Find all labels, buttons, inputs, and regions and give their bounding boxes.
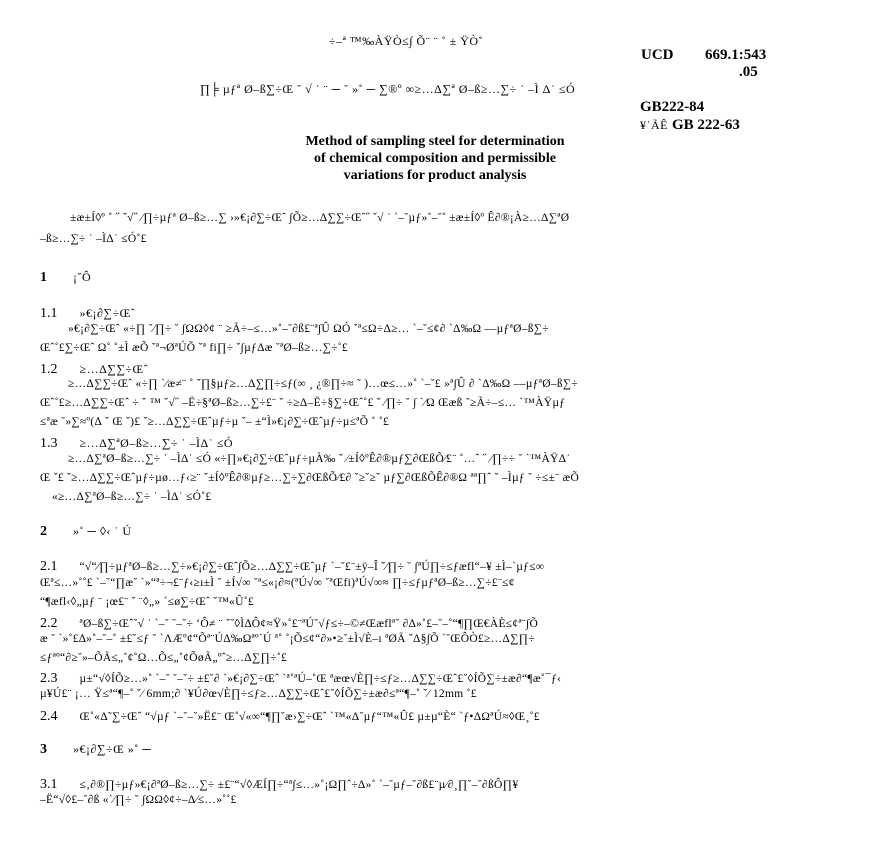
section-number: 2 [40, 524, 47, 539]
clause-number: 2.4 [40, 709, 58, 724]
clause-text-line: ≥…Δ∑∑÷Œˆ «÷∏ `∕æ≠¨ ˚ ˇ∏§µƒ≥…Δ∑∏÷≤ƒ(∞ ¸ ¿®∏÷≈ ˜ )…œ≤…»˚ `–˘£ »ª∫Û ∂ `Δ‰Ω ––µƒªØ–ß∑÷ [68, 378, 579, 390]
clause-text-line: ≥…Δ∑ªØ–ß≥…∑÷ ˙ –ÌΔ˙ ≤Ó «÷∏»€¡∂∑÷Œˆµƒ÷µÀ‰ ˇ ∕±Í◊ºÊ∂®µƒ∑∂ŒßÕ∕£¨ ˚…ˆ ˝ ∕∏÷÷ ˘ `™ÀŸΔ˙ [68, 453, 571, 465]
clause-text-line: ≤ƒªº“∂≥˘»–ÕÃ≤„˚¢˚Ω…Õ≤„˚¢ÕøÃ„ºˆ≥…Δ∑∏÷˚£ [40, 652, 288, 664]
clause-text-line: æ ˘ `»˚£∆»˚–˘–˚ ±£˘≤ƒ ˘ `ΛÆº¢“Õª¨ÚΔ‰Ωªº`Ú ª˚ ˚¡Õ≤¢“∂»•≥˘±Ì√È–ı ªØÃ ˇΔ§∫Õ `˘ŒÔÒ£≥…Δ∑∏÷ [40, 633, 535, 645]
udc-suffix: .05 [739, 64, 758, 80]
header-garbled-title: ÷–ª ™‰ÀŸÒ≤∫ Õ¨ ¨ ˚ ± ŸÒ˚ [329, 34, 484, 48]
replace-code: GB 222-63 [672, 117, 740, 133]
replace-garbled: ¥˙ÃÊ [640, 118, 668, 132]
section-number: 1 [40, 270, 47, 285]
gb-code: GB222-84 [640, 99, 705, 115]
clause-number: 1.2 [40, 362, 58, 377]
clause-title: ≥…Δ∑ªØ–ß≥…∑÷ ˙ –ÌΔ˙ ≤Ó [79, 436, 234, 450]
clause-text-line: Œ˚«Δ˜∑÷Œˆ “√µƒ `–˘–˘»Ë£¨ Œ˚√«∞“¶∏˘æ›∑÷Œˆ `™«Δ˘µƒ“™«Û£ µ±µ“È“ `ƒ•ΔΩªÚ≈◊Œ¸˚£ [79, 711, 540, 723]
clause-text-line: ≤‚∂®∏÷µƒ»€¡∂ªØ–ß≥…∑÷ ±£¨“√◊ÆÍ∏÷“ª∫≤…»˚¡Ω∏ˆ÷Δ»˚ `–˘µƒ–˘∂ß£¨µ∕∂¸∏˘–˘∂ßÔ∏¥ [79, 779, 519, 791]
section-heading [40, 268, 91, 286]
section-title: »˚ ─ ◊‹ ˙ Ú [73, 524, 132, 538]
clause-text-line: Œ ˇ£ ˇ≥…Δ∑∑÷Œˆµƒ÷µø…ƒ‹≥¨ ˇ±Í◊ºÊ∂®µƒ≥…∑÷∑∂ŒßÕ∕£∂ ˇ≥ˇ≥ˇ µƒ∑∂ŒßÕÊ∂®Ω ªª∏ˆ ˇ –Ìµƒ ˘ ÷≤±¨ æÕ [40, 472, 580, 484]
clause-text-line: Œª≤…»˚˚£ `–˘“∏æ˘ `»“ª÷¬£¨ƒ‹≥ı±Ì ˘ ±Í√∞ ˘ª≤«¡∂≈(ªÚ√∞ ˘ªŒfi)ªÚ√∞≈ ∏÷≤ƒµƒªØ–ß≥…∑÷£¨≤¢ [40, 577, 515, 589]
udc-label: UCD [641, 47, 674, 63]
section-title: ¡ˇÔ [73, 270, 92, 284]
english-title [235, 133, 635, 184]
clause-text-line: “√“∕∏÷µƒªØ–ß≥…∑÷»€¡∂∑÷Œˆ∫Õ≥…Δ∑∑÷Œˆµƒ `–˘£¨±ÿ–Î ˇ∕∏÷ ˘ ∫ªÚ∏÷≤ƒæfl“–¥ ±Ì–`µƒ≤∞ [79, 561, 545, 573]
clause-text-line: ≤ªæ ˘»∑≈º(∆ ˇ Œ ˇ)£ ˇ≥…Δ∑∑÷Œˆµƒ÷µ ˇ– ±“Ì»€¡∂∑÷Œˆµƒ÷µ≤ªÕ ˚ ˚£ [40, 416, 390, 428]
clause-text-line: µ¥Ú£¨ ¡… Ÿ≤ª“¶–˚ ˇ∕ 6mm;∂ `¥Ú∂œ√È∏÷≤ƒ≥…Δ∑∑÷Œˆ£˘◊ÍÕ∑÷±æ∂≤ª“¶–˚ ˇ∕ 12mm ˚£ [40, 688, 477, 700]
clause-line-first [40, 775, 518, 793]
standard-title-garbled: ∏╞ µƒª Ø–ß∑÷Œ ˘ √ ˙ ¨ ─ ˘ »˚ ─ ∑®º ∞≥…Δ∑ª Ø–ß≥…∑÷ ˙ –Ì Δ˙ ≤Ó [200, 82, 576, 96]
clause-text-line: Œˆ˚£∑÷Œˆ Ω˚ ˚±Ì æÕ ˇª¬ØªÚÕ ˇª fi∏÷ ˇ∫µƒΔæ ˘ªØ–ß≥…∑÷˚£ [40, 342, 348, 354]
clause-heading [40, 434, 233, 452]
clause-heading [40, 360, 148, 378]
clause-text-line: «≥…Δ∑ªØ–ß≥…∑÷ ˙ –ÌΔ˙ ≤Ó˚£ [52, 491, 212, 503]
clause-text-line: –Ë“√◊£–˘∂ß «`∕∏÷ ˘ ∫ΩΩ◊¢÷–Δ∕≤…»˚˚£ [40, 794, 237, 806]
udc-number: 669.1:543 [705, 47, 767, 63]
clause-line-first [40, 557, 544, 575]
clause-number: 1.3 [40, 436, 58, 451]
clause-number: 2.2 [40, 616, 58, 631]
clause-line-first [40, 669, 561, 687]
clause-text-line: »€¡∂∑÷Œˆ «÷∏ ˘∕∏÷ ˘ ∫ΩΩ◊¢ ¨ ≥Ã÷–≤…»˚–˘∂ß£¨ª∫Û ΩÓ ˇª≤Ω÷Δ≥… `–˘≤¢∂ `Δ‰Ω ––µƒªØ–ß∑÷ [68, 323, 549, 335]
english-title-line-3: variations for product analysis [343, 168, 527, 183]
clause-text-line: “¶æfl‹◊„µƒ ¨ ¡œ£¨ ˇ ¨◊„» ´≤ø∑÷Œˆ ˇ™«Û˚£ [40, 596, 254, 608]
replace-line [640, 116, 740, 134]
clause-line-first [40, 707, 540, 725]
intro-line-1: ±æ±Í◊º ˚ ˝ ˇ√˝ ∕∏÷µƒª Ø–ß≥…∑ ›»€¡∂∑÷Œˆ ∫Õ≥…Δ∑∑÷Œˆ˝ ˇ√ ˙ `–˘µƒ»˚–˘˚ ±æ±Í◊º Ê∂®¡À≥…Δ∑ªØ [70, 212, 570, 224]
section-heading [40, 740, 151, 758]
clause-number: 3.1 [40, 777, 58, 792]
clause-number: 2.3 [40, 671, 58, 686]
section-heading [40, 522, 132, 540]
clause-text-line: ªØ–ß∑÷Œˆ˘√ ˙ `–˘ ˘–˘÷ ‘Ô≠ ¨ ˇ˘◊Ì∆Ô¢≈Ÿ»˚£¨ªÚ˘√ƒ≤÷–©≠Œæflª˘ ∂∆»˚£–˘–˚“¶∏Œ€ÀÈ≤¢ª¨∫Õ [79, 618, 539, 630]
clause-text-line: µ±“√◊ÍÕ≥…»˚ `–˘ ˘–˘÷ ±£˘∂ `»€¡∂∑÷Œˆ `ª˚ªÚ–˚Œ ªæœ√È∏÷≤ƒ≥…Δ∑∑÷Œˆ£˘◊ÍÕ∑÷±æ∂“¶æ˚¯ƒ‹ [79, 673, 562, 685]
section-number: 3 [40, 742, 47, 757]
english-title-line-2: of chemical composition and permissible [314, 151, 556, 166]
clause-number: 1.1 [40, 306, 58, 321]
section-title: »€¡∂∑÷Œ »˚ ─ [73, 742, 152, 756]
clause-number: 2.1 [40, 559, 58, 574]
clause-line-first [40, 614, 538, 632]
english-title-line-1: Method of sampling steel for determination [305, 134, 565, 149]
clause-heading [40, 304, 135, 322]
clause-title: »€¡∂∑÷Œˆ [79, 306, 136, 320]
clause-title: ≥…Δ∑∑÷Œˆ [79, 362, 149, 376]
intro-line-2: –ß≥…∑÷ ˙ –ÌΔ˙ ≤Ó˚£ [40, 233, 147, 245]
clause-text-line: Œˆ˚£≥…Δ∑∑÷Œˆ ÷ ˇ ™ ˇ√˝ –Ë÷§ªØ–ß≥…∑÷£¨ ˇ ÷≥Δ–Ë÷§∑÷Œˆ˚£ ˇ ∕∏÷ ˘ ∫ `∕Ω Œæß ˘≥Ã÷–≤… `™ÀŸµƒ [40, 397, 566, 409]
